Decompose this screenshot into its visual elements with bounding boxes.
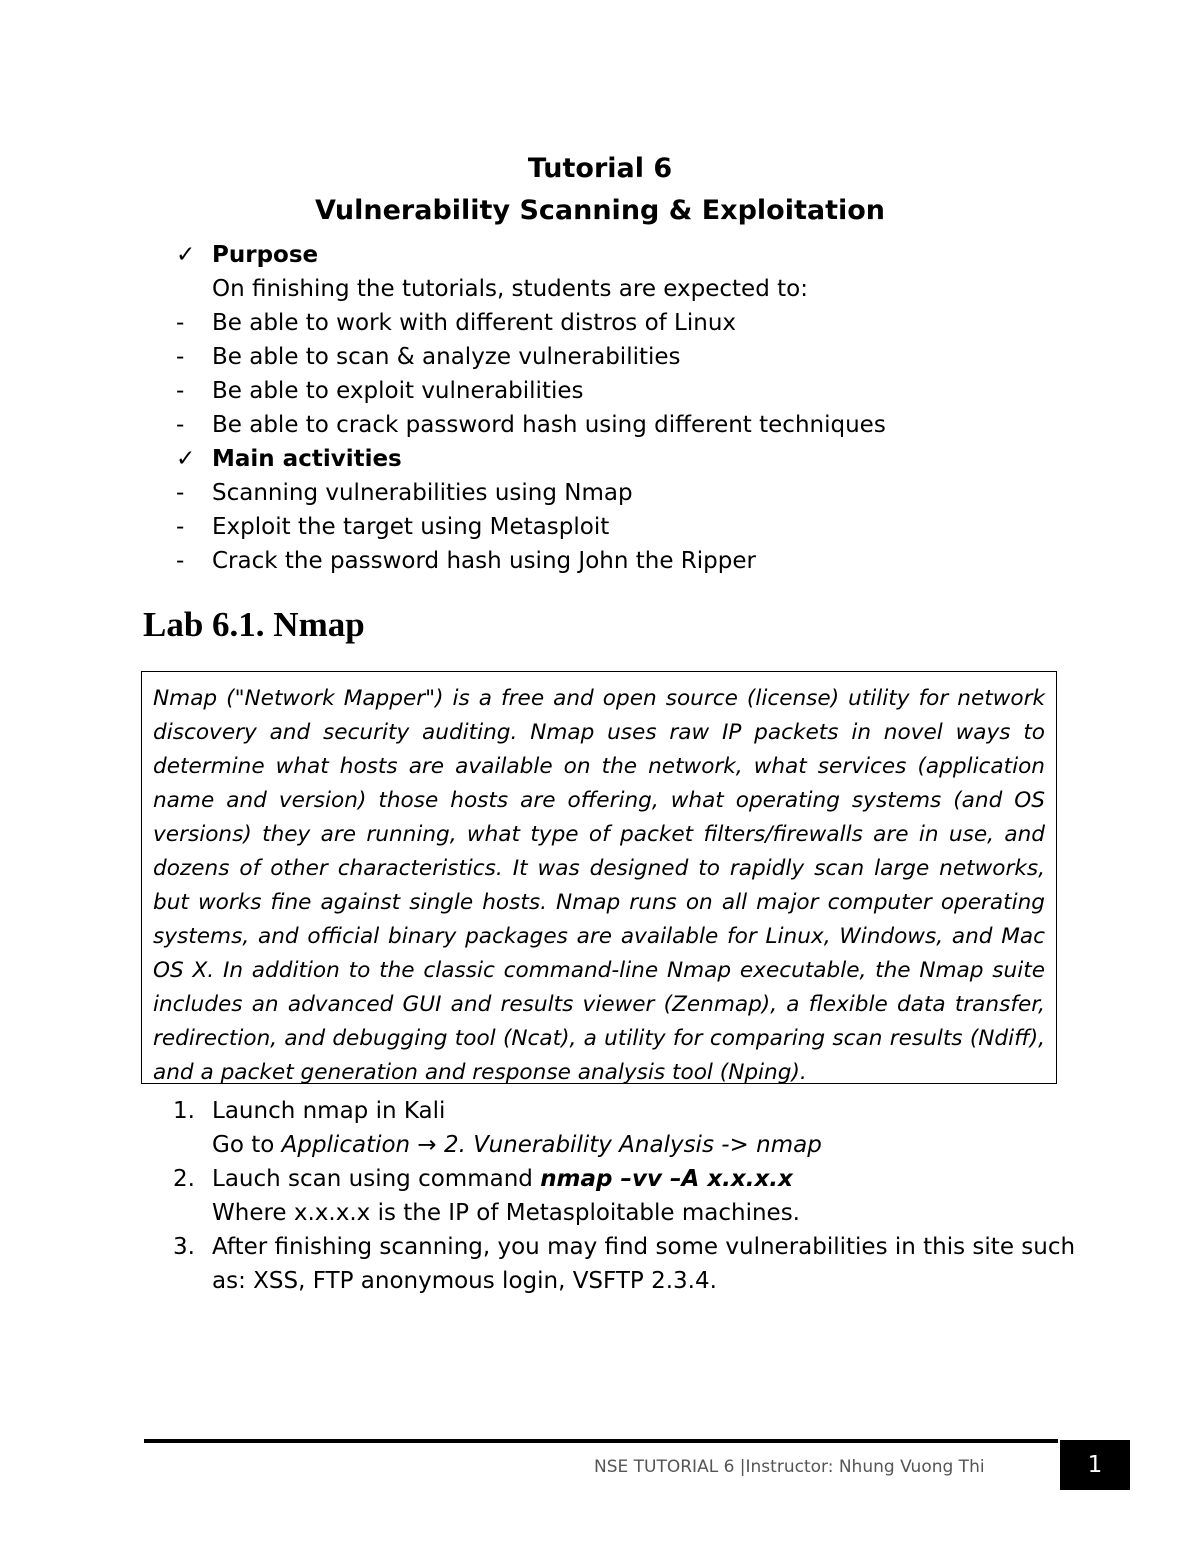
activity-item: Scanning vulnerabilities using Nmap <box>212 480 633 506</box>
document-title: Tutorial 6 <box>527 153 673 184</box>
step-number: 2. <box>173 1166 195 1192</box>
step-2-command: nmap –vv –A x.x.x.x <box>540 1166 793 1192</box>
check-icon: ✓ <box>176 446 196 472</box>
step-2-line1 <box>212 1168 793 1191</box>
step-2-line2: Where x.x.x.x is the IP of Metasploitable machines. <box>212 1200 800 1226</box>
step-1-line2 <box>212 1134 822 1157</box>
page-number: 1 <box>1087 1452 1103 1478</box>
dash-bullet: - <box>176 514 185 540</box>
step-2-prefix: Lauch scan using command <box>212 1166 541 1192</box>
dash-bullet: - <box>176 412 185 438</box>
step-1-line1: Launch nmap in Kali <box>212 1098 446 1124</box>
activity-item: Crack the password hash using John the Ripper <box>212 548 756 574</box>
step-1-prefix: Go to <box>212 1132 282 1158</box>
activity-item: Exploit the target using Metasploit <box>212 514 610 540</box>
step-1-menu-path: Application → 2. Vunerability Analysis -> nmap <box>281 1132 822 1158</box>
step-3-line1: After finishing scanning, you may find some vulnerabilities in this site such <box>212 1234 1076 1260</box>
document-subtitle: Vulnerability Scanning & Exploitation <box>314 195 886 226</box>
footer-text: NSE TUTORIAL 6 |Instructor: Nhung Vuong Thi <box>594 1457 985 1477</box>
page-number-box <box>1060 1440 1130 1490</box>
purpose-item: Be able to work with different distros of Linux <box>212 310 737 336</box>
footer-rule <box>144 1439 1058 1443</box>
dash-bullet: - <box>176 378 185 404</box>
purpose-heading: Purpose <box>212 242 319 268</box>
nmap-description: Nmap ("Network Mapper") is a free and open source (license) utility for network discovery and security auditing. Nmap uses raw IP packets in novel ways to determine what hosts are available on the network, what services (application name and version) those hosts are offering, what operating systems (and OS versions) they are running, what type of packet filters/firewalls are in use, and dozens of other characteristics. It was designed to rapidly scan large networks, but works fine against single hosts. Nmap runs on all major computer operating systems, and official binary packages are available for Linux, Windows, and Mac OS X. In addition to the classic command-line Nmap executable, the Nmap suite includes an advanced GUI and results viewer (Zenmap), a flexible data transfer, redirection, and debugging tool (Ncat), a utility for comparing scan results (Ndiff), and a packet generation and response analysis tool (Nping). <box>153 686 1045 1085</box>
purpose-item: Be able to exploit vulnerabilities <box>212 378 584 404</box>
purpose-item: Be able to crack password hash using different techniques <box>212 412 886 438</box>
dash-bullet: - <box>176 310 185 336</box>
nmap-description-box <box>141 671 1057 1084</box>
dash-bullet: - <box>176 480 185 506</box>
activities-heading: Main activities <box>212 446 402 472</box>
step-number: 3. <box>173 1234 195 1260</box>
step-number: 1. <box>173 1098 195 1124</box>
dash-bullet: - <box>176 344 185 370</box>
purpose-item: Be able to scan & analyze vulnerabilities <box>212 344 681 370</box>
check-icon: ✓ <box>176 242 196 268</box>
step-3-line2: as: XSS, FTP anonymous login, VSFTP 2.3.4. <box>212 1268 717 1294</box>
purpose-intro: On finishing the tutorials, students are expected to: <box>212 276 808 302</box>
dash-bullet: - <box>176 548 185 574</box>
lab-heading: Lab 6.1. Nmap <box>143 605 365 644</box>
